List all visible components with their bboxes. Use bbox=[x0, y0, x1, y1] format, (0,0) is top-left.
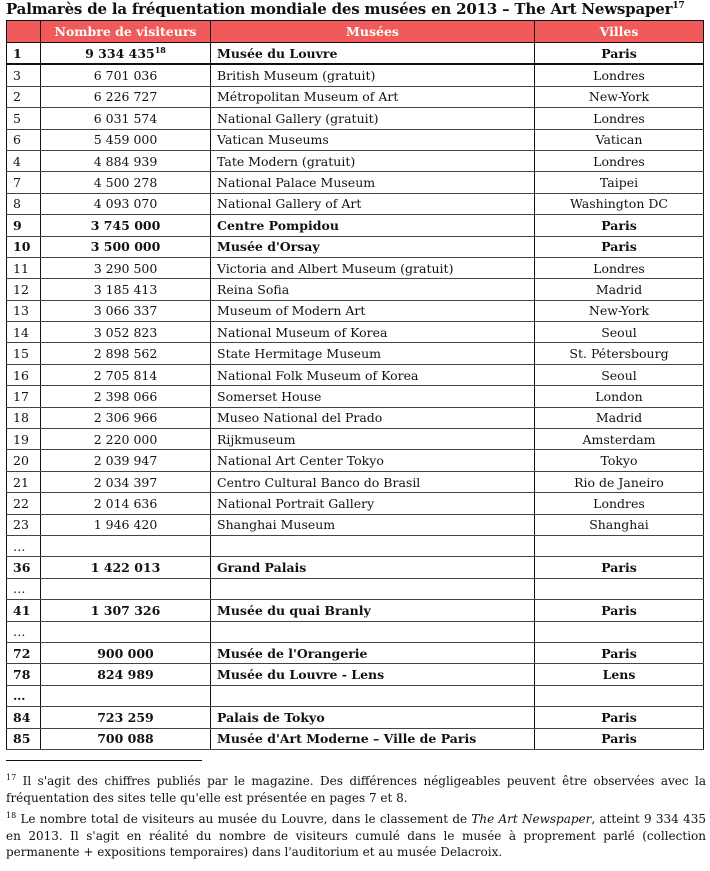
visitors-cell bbox=[41, 535, 211, 556]
rank-cell: 84 bbox=[7, 707, 41, 728]
museum-cell bbox=[211, 578, 535, 599]
rank-cell: … bbox=[7, 685, 41, 706]
page-title: Palmarès de la fréquentation mondiale des musées en 2013 – The Art Newspaper$^{17}$ bbox=[6, 0, 685, 18]
table-row bbox=[7, 578, 704, 599]
table-row bbox=[7, 364, 704, 385]
rank-cell: 6 bbox=[7, 129, 41, 150]
table-row bbox=[7, 129, 704, 150]
footnote-17: $^{17}$ Il s'agit des chiffres publiés par le magazine. Des différences négligeables peuvent être observées avec la fréquentation des sites telle qu'elle est présentée en pages 7 et 8. bbox=[6, 773, 706, 805]
visitors-cell: 3 185 413 bbox=[41, 279, 211, 300]
table-body bbox=[7, 43, 704, 750]
rank-cell: 17 bbox=[7, 386, 41, 407]
city-cell: London bbox=[535, 386, 704, 407]
visitors-cell: 6 226 727 bbox=[41, 86, 211, 107]
museum-cell bbox=[211, 535, 535, 556]
table-row bbox=[7, 386, 704, 407]
rank-cell: 12 bbox=[7, 279, 41, 300]
city-cell: Paris bbox=[535, 215, 704, 236]
city-cell bbox=[535, 685, 704, 706]
table-row bbox=[7, 557, 704, 578]
footnotes bbox=[6, 770, 706, 863]
museum-cell bbox=[211, 621, 535, 642]
table-row bbox=[7, 108, 704, 129]
city-cell: Taipei bbox=[535, 172, 704, 193]
visitors-cell: 723 259 bbox=[41, 707, 211, 728]
city-cell: Paris bbox=[535, 642, 704, 663]
museum-cell: Centre Pompidou bbox=[211, 215, 535, 236]
museum-cell: Shanghai Museum bbox=[211, 514, 535, 535]
visitors-cell: 4 093 070 bbox=[41, 193, 211, 214]
table-row bbox=[7, 215, 704, 236]
table-row bbox=[7, 43, 704, 65]
city-cell: St. Pétersbourg bbox=[535, 343, 704, 364]
visitors-cell: 1 946 420 bbox=[41, 514, 211, 535]
museum-cell: Rijkmuseum bbox=[211, 429, 535, 450]
rank-cell: 10 bbox=[7, 236, 41, 257]
rank-cell: 36 bbox=[7, 557, 41, 578]
city-cell: Madrid bbox=[535, 407, 704, 428]
table-row bbox=[7, 535, 704, 556]
city-cell: Londres bbox=[535, 150, 704, 171]
museum-cell: Tate Modern (gratuit) bbox=[211, 150, 535, 171]
rank-cell: 20 bbox=[7, 450, 41, 471]
table-row bbox=[7, 279, 704, 300]
rank-cell: 21 bbox=[7, 471, 41, 492]
city-cell: Paris bbox=[535, 43, 704, 65]
museum-cell: Somerset House bbox=[211, 386, 535, 407]
rank-cell: 16 bbox=[7, 364, 41, 385]
museum-cell: National Gallery (gratuit) bbox=[211, 108, 535, 129]
rank-cell: 78 bbox=[7, 664, 41, 685]
table-row bbox=[7, 193, 704, 214]
visitors-cell: 1 307 326 bbox=[41, 600, 211, 621]
table-row bbox=[7, 429, 704, 450]
visitors-cell: 2 039 947 bbox=[41, 450, 211, 471]
table-row bbox=[7, 257, 704, 278]
museum-cell: Musée du Louvre bbox=[211, 43, 535, 65]
visitors-cell bbox=[41, 685, 211, 706]
rank-cell: … bbox=[7, 535, 41, 556]
table-row bbox=[7, 728, 704, 749]
city-cell: Washington DC bbox=[535, 193, 704, 214]
visitors-cell: 2 034 397 bbox=[41, 471, 211, 492]
visitors-cell bbox=[41, 621, 211, 642]
city-cell: Amsterdam bbox=[535, 429, 704, 450]
museum-cell: Museum of Modern Art bbox=[211, 300, 535, 321]
rank-cell: 19 bbox=[7, 429, 41, 450]
header-city: Villes bbox=[535, 21, 704, 43]
city-cell: New-York bbox=[535, 300, 704, 321]
museum-cell: Musée du Louvre - Lens bbox=[211, 664, 535, 685]
table-row bbox=[7, 300, 704, 321]
city-cell: Paris bbox=[535, 728, 704, 749]
visitors-cell: 824 989 bbox=[41, 664, 211, 685]
rank-cell: 14 bbox=[7, 322, 41, 343]
museum-cell: Palais de Tokyo bbox=[211, 707, 535, 728]
visitors-cell bbox=[41, 578, 211, 599]
table-row bbox=[7, 685, 704, 706]
city-cell: Paris bbox=[535, 707, 704, 728]
rank-cell: 18 bbox=[7, 407, 41, 428]
visitors-cell: 2 898 562 bbox=[41, 343, 211, 364]
museum-cell: Reina Sofia bbox=[211, 279, 535, 300]
city-cell: Londres bbox=[535, 493, 704, 514]
museum-cell: Vatican Museums bbox=[211, 129, 535, 150]
city-cell: Rio de Janeiro bbox=[535, 471, 704, 492]
rank-cell: 8 bbox=[7, 193, 41, 214]
table-row bbox=[7, 150, 704, 171]
rank-cell: 2 bbox=[7, 86, 41, 107]
city-cell: Paris bbox=[535, 236, 704, 257]
rank-cell: 9 bbox=[7, 215, 41, 236]
visitors-cell: 2 398 066 bbox=[41, 386, 211, 407]
city-cell: Madrid bbox=[535, 279, 704, 300]
rank-cell: 22 bbox=[7, 493, 41, 514]
rank-cell: 15 bbox=[7, 343, 41, 364]
rank-cell: … bbox=[7, 621, 41, 642]
rank-cell: 13 bbox=[7, 300, 41, 321]
visitors-cell: 900 000 bbox=[41, 642, 211, 663]
city-cell: Vatican bbox=[535, 129, 704, 150]
visitors-cell: 6 031 574 bbox=[41, 108, 211, 129]
table-row bbox=[7, 493, 704, 514]
table-row bbox=[7, 343, 704, 364]
city-cell bbox=[535, 621, 704, 642]
city-cell: Londres bbox=[535, 64, 704, 86]
table-row bbox=[7, 621, 704, 642]
visitors-cell: 2 705 814 bbox=[41, 364, 211, 385]
museum-ranking-table bbox=[6, 20, 704, 750]
table-row bbox=[7, 450, 704, 471]
rank-cell: 72 bbox=[7, 642, 41, 663]
city-cell: Lens bbox=[535, 664, 704, 685]
city-cell: New-York bbox=[535, 86, 704, 107]
museum-cell: Métropolitan Museum of Art bbox=[211, 86, 535, 107]
museum-cell: National Gallery of Art bbox=[211, 193, 535, 214]
visitors-cell: 2 306 966 bbox=[41, 407, 211, 428]
museum-cell: Victoria and Albert Museum (gratuit) bbox=[211, 257, 535, 278]
table-row bbox=[7, 707, 704, 728]
city-cell: Paris bbox=[535, 600, 704, 621]
museum-cell: Musée de l'Orangerie bbox=[211, 642, 535, 663]
table-header-row bbox=[7, 21, 704, 43]
city-cell: Seoul bbox=[535, 364, 704, 385]
table-row bbox=[7, 86, 704, 107]
visitors-cell: 1 422 013 bbox=[41, 557, 211, 578]
museum-cell: Grand Palais bbox=[211, 557, 535, 578]
table-row bbox=[7, 172, 704, 193]
rank-cell: 7 bbox=[7, 172, 41, 193]
header-museum: Musées bbox=[211, 21, 535, 43]
city-cell: Shanghai bbox=[535, 514, 704, 535]
museum-cell: British Museum (gratuit) bbox=[211, 64, 535, 86]
city-cell: Londres bbox=[535, 257, 704, 278]
city-cell: Tokyo bbox=[535, 450, 704, 471]
museum-cell: National Palace Museum bbox=[211, 172, 535, 193]
rank-cell: 4 bbox=[7, 150, 41, 171]
visitors-cell: 3 500 000 bbox=[41, 236, 211, 257]
rank-cell: 3 bbox=[7, 64, 41, 86]
museum-cell bbox=[211, 685, 535, 706]
museum-cell: Centro Cultural Banco do Brasil bbox=[211, 471, 535, 492]
city-cell: Londres bbox=[535, 108, 704, 129]
table-row bbox=[7, 642, 704, 663]
visitors-cell: 6 701 036 bbox=[41, 64, 211, 86]
table-row bbox=[7, 664, 704, 685]
table-row bbox=[7, 514, 704, 535]
table-row bbox=[7, 322, 704, 343]
museum-cell: National Museum of Korea bbox=[211, 322, 535, 343]
museum-cell: Musée du quai Branly bbox=[211, 600, 535, 621]
visitors-cell: 2 014 636 bbox=[41, 493, 211, 514]
visitors-cell: 700 088 bbox=[41, 728, 211, 749]
rank-cell: 5 bbox=[7, 108, 41, 129]
table-row bbox=[7, 600, 704, 621]
header-visitors: Nombre de visiteurs bbox=[41, 21, 211, 43]
visitors-cell: 3 745 000 bbox=[41, 215, 211, 236]
visitors-cell: 3 290 500 bbox=[41, 257, 211, 278]
footnote-18: $^{18}$ Le nombre total de visiteurs au musée du Louvre, dans le classement de The Art Newspaper, atteint 9 334 435 en 2013. Il s'agit en réalité du nombre de visiteurs cumulé dans le musée à proprement parlé (collection permanente + expositions temporaires) dans l'auditorium et au musée Delacroix. bbox=[6, 811, 706, 859]
header-rank bbox=[7, 21, 41, 43]
visitors-cell: 2 220 000 bbox=[41, 429, 211, 450]
table-row bbox=[7, 64, 704, 86]
city-cell: Seoul bbox=[535, 322, 704, 343]
museum-cell: National Art Center Tokyo bbox=[211, 450, 535, 471]
footnote-ref: 18 bbox=[154, 45, 166, 56]
museum-cell: Musée d'Art Moderne – Ville de Paris bbox=[211, 728, 535, 749]
rank-cell: 41 bbox=[7, 600, 41, 621]
visitors-cell: 3 066 337 bbox=[41, 300, 211, 321]
rank-cell: … bbox=[7, 578, 41, 599]
footnote-divider bbox=[6, 760, 202, 761]
visitors-cell: 5 459 000 bbox=[41, 129, 211, 150]
museum-cell: National Portrait Gallery bbox=[211, 493, 535, 514]
table-row bbox=[7, 407, 704, 428]
museum-cell: National Folk Museum of Korea bbox=[211, 364, 535, 385]
footnote-ref: 17 bbox=[672, 1, 685, 11]
table-row bbox=[7, 471, 704, 492]
visitors-cell: 3 052 823 bbox=[41, 322, 211, 343]
museum-cell: State Hermitage Museum bbox=[211, 343, 535, 364]
rank-cell: 23 bbox=[7, 514, 41, 535]
table-row bbox=[7, 236, 704, 257]
museum-cell: Museo National del Prado bbox=[211, 407, 535, 428]
visitors-cell: 4 884 939 bbox=[41, 150, 211, 171]
city-cell bbox=[535, 535, 704, 556]
city-cell: Paris bbox=[535, 557, 704, 578]
rank-cell: 1 bbox=[7, 43, 41, 65]
museum-cell: Musée d'Orsay bbox=[211, 236, 535, 257]
rank-cell: 11 bbox=[7, 257, 41, 278]
visitors-cell: 9 334 $435^{18}$ bbox=[41, 43, 211, 65]
city-cell bbox=[535, 578, 704, 599]
visitors-cell: 4 500 278 bbox=[41, 172, 211, 193]
rank-cell: 85 bbox=[7, 728, 41, 749]
